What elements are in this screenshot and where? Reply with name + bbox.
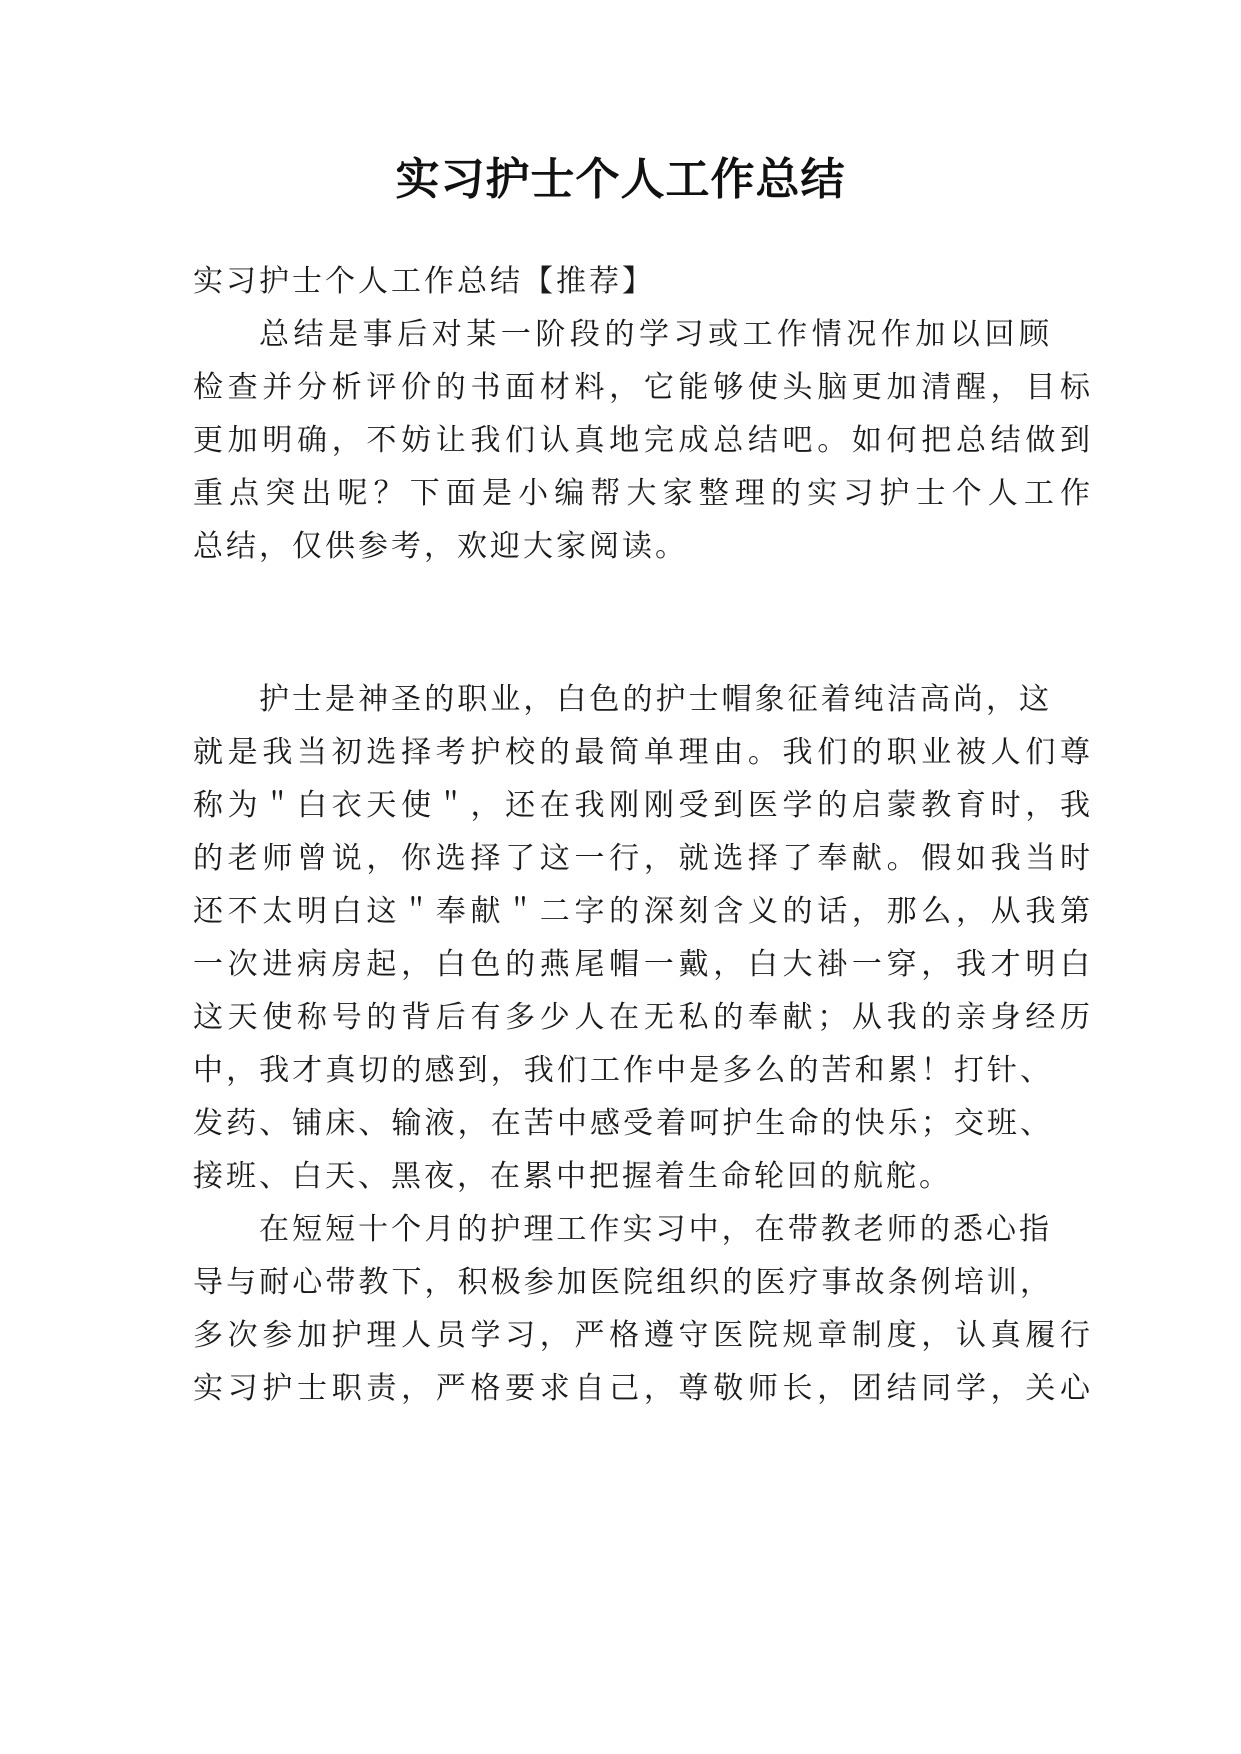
body-line: 中，我才真切的感到，我们工作中是多么的苦和累！打针、 <box>193 1053 1053 1088</box>
document-title: 实习护士个人工作总结 <box>395 154 846 205</box>
body-line: 实习护士职责，严格要求自己，尊敬师长，团结同学，关心 <box>193 1371 1093 1406</box>
body-line: 导与耐心带教下，积极参加医院组织的医疗事故条例培训， <box>193 1265 1053 1300</box>
intro-line: 更加明确，不妨让我们认真地完成总结吧。如何把总结做到 <box>193 423 1093 458</box>
body-line: 这天使称号的背后有多少人在无私的奉献；从我的亲身经历 <box>193 1000 1093 1035</box>
body-line: 称为＂白衣天使＂，还在我刚刚受到医学的启蒙教育时，我 <box>193 788 1093 823</box>
intro-line: 重点突出呢？下面是小编帮大家整理的实习护士个人工作 <box>193 476 1093 511</box>
body-line: 在短短十个月的护理工作实习中，在带教老师的悉心指 <box>259 1212 1052 1247</box>
body-line: 发药、铺床、输液，在苦中感受着呵护生命的快乐；交班、 <box>193 1106 1053 1141</box>
body-line: 多次参加护理人员学习，严格遵守医院规章制度，认真履行 <box>193 1318 1093 1353</box>
body-line: 护士是神圣的职业，白色的护士帽象征着纯洁高尚，这 <box>259 682 1052 717</box>
document-subtitle: 实习护士个人工作总结【推荐】 <box>193 264 655 299</box>
intro-line: 总结，仅供参考，欢迎大家阅读。 <box>193 529 688 564</box>
body-line: 就是我当初选择考护校的最简单理由。我们的职业被人们尊 <box>193 735 1093 770</box>
body-line: 一次进病房起，白色的燕尾帽一戴，白大褂一穿，我才明白 <box>193 947 1093 982</box>
body-line: 的老师曾说，你选择了这一行，就选择了奉献。假如我当时 <box>193 841 1093 876</box>
body-line: 接班、白天、黑夜，在累中把握着生命轮回的航舵。 <box>193 1159 952 1194</box>
intro-line: 检查并分析评价的书面材料，它能够使头脑更加清醒，目标 <box>193 370 1093 405</box>
body-line: 还不太明白这＂奉献＂二字的深刻含义的话，那么，从我第 <box>193 894 1093 929</box>
intro-line: 总结是事后对某一阶段的学习或工作情况作加以回顾 <box>259 317 1052 352</box>
